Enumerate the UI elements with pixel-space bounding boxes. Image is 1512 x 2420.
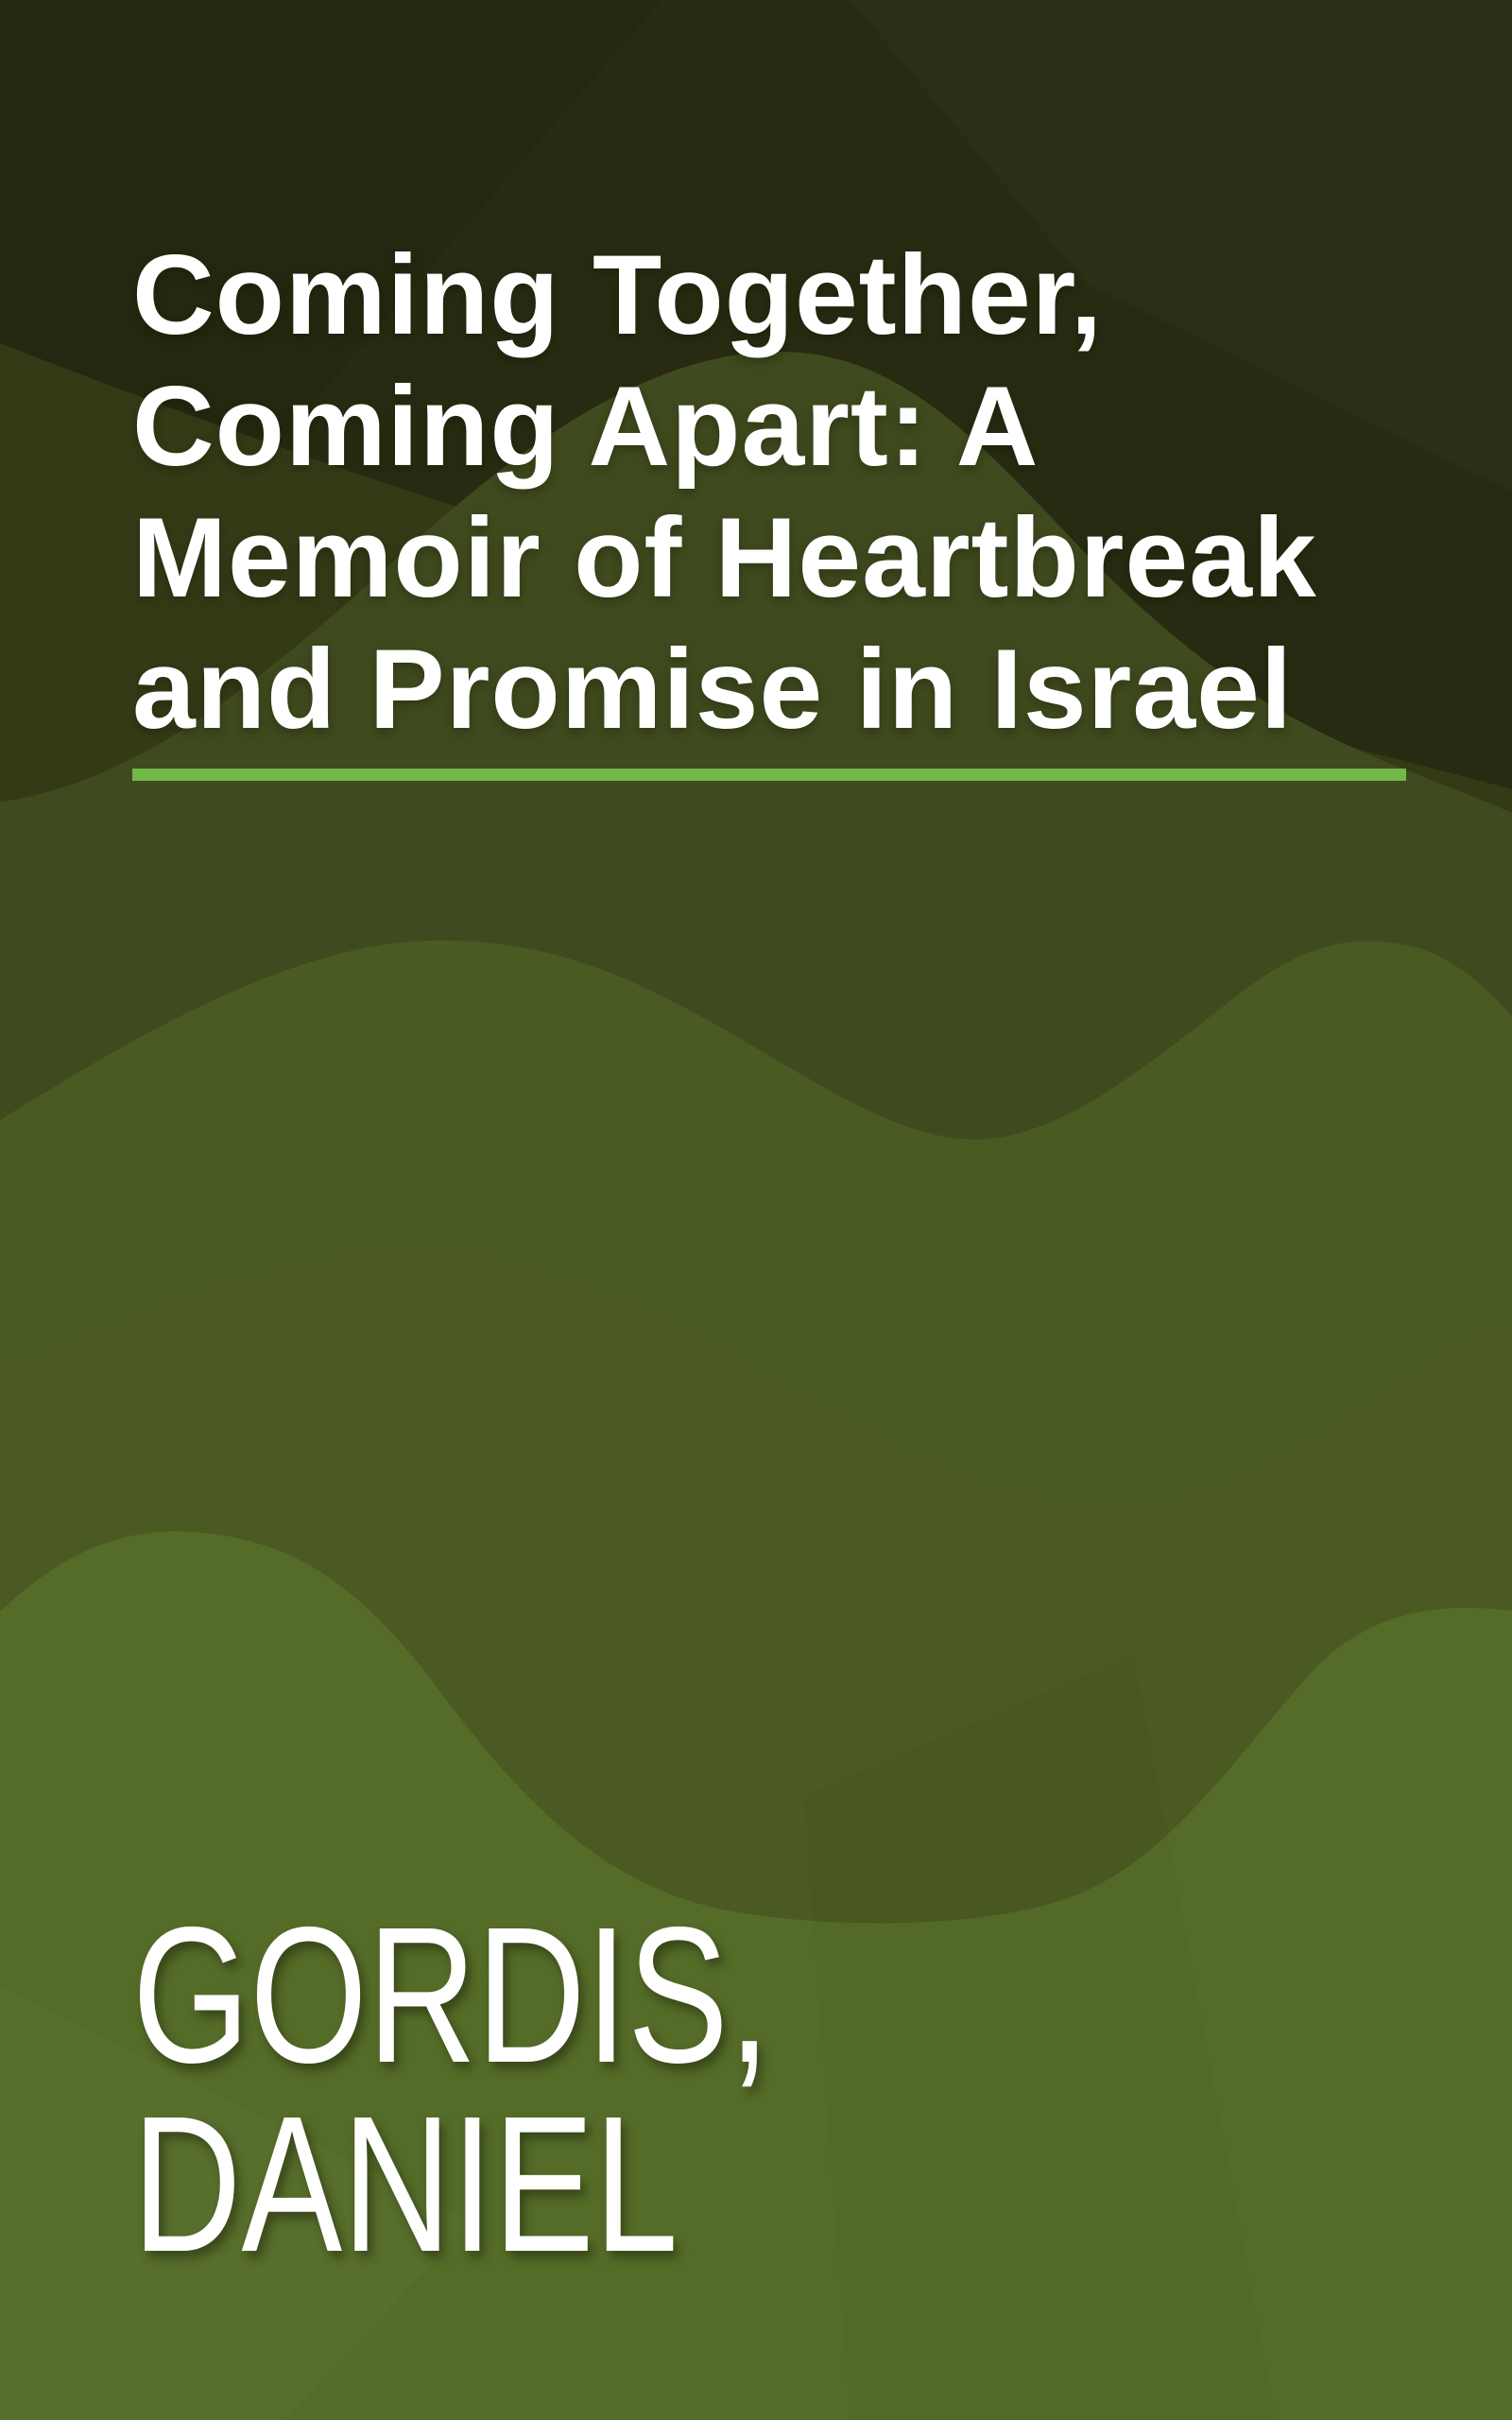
author-line: GORDIS,: [132, 1887, 771, 2103]
author-line: DANIEL: [132, 2076, 679, 2292]
title-line: Coming Apart: A: [132, 363, 1040, 490]
author-name: [132, 1887, 1455, 2292]
title-line: Memoir of Heartbreak: [132, 494, 1317, 621]
book-title: [132, 230, 1455, 755]
title-line: and Promise in Israel: [132, 626, 1294, 752]
title-line: Coming Together,: [132, 232, 1104, 358]
accent-underline: [132, 769, 1406, 781]
